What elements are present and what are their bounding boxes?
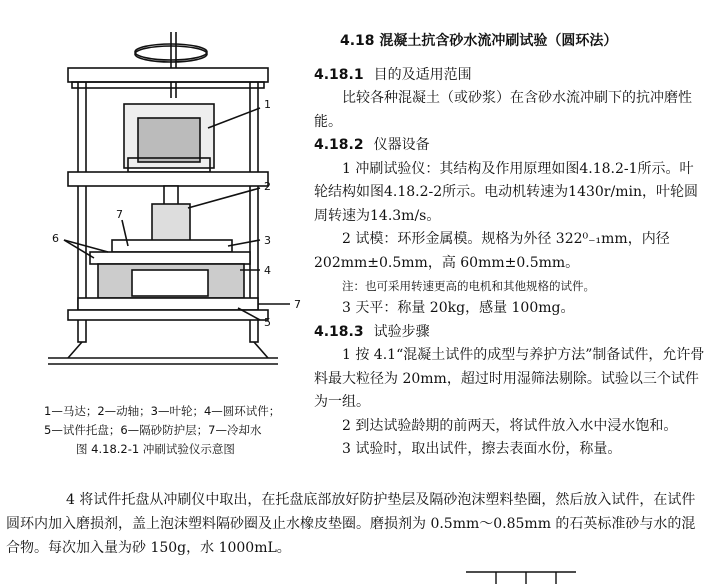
caption-legend-line-1: 1—马达；2—动轴；3—叶轮；4—圆环试件； xyxy=(44,404,281,418)
heading-text: 试验步骤 xyxy=(373,323,430,340)
label-1: 1 xyxy=(264,98,271,111)
next-figure-fragment xyxy=(456,566,656,584)
label-3: 3 xyxy=(264,234,271,247)
right-column xyxy=(314,30,706,462)
heading-number: 4.18.1 xyxy=(314,66,364,83)
heading-number: 4.18.3 xyxy=(314,323,364,340)
label-5: 5 xyxy=(264,316,271,329)
paragraph-step-2: 2 到达试验龄期的前两天，将试件放入水中浸水饱和。 xyxy=(342,417,678,434)
heading-text: 仪器设备 xyxy=(373,137,430,153)
apparatus-diagram xyxy=(28,8,318,388)
bottom-paragraph xyxy=(6,488,706,560)
caption-title: 图 4.18.2-1 冲刷试验仪示意图 xyxy=(76,442,235,456)
heading-number: 4.18.2 xyxy=(314,137,364,153)
paragraph-balance: 3 天平：称量 20kg，感量 100mg。 xyxy=(342,300,575,316)
label-6: 6 xyxy=(52,232,59,245)
figure-caption xyxy=(44,402,309,459)
paragraph-tester: 1 冲刷试验仪：其结构及作用原理如图4.18.2-1所示。叶轮结构如图4.18.2-2所示。电动机转速为1430r/min，叶轮圆周转速为14.3m/s。 xyxy=(314,160,698,224)
heading-4-18-1 xyxy=(314,64,706,88)
section-title: 4.18 混凝土抗含砂水流冲刷试验（圆环法） xyxy=(340,33,618,49)
paragraph-step-4: 4 将试件托盘从冲刷仪中取出，在托盘底部放好防护垫层及隔砂泡沫塑料垫圈，然后放入试件，在试件圆环内加入磨损剂，盖上泡沫塑料隔砂圈及止水橡皮垫圈。磨损剂为 0.5mm～0.85mm 的石英标准砂与水的混合物。每次加入量为砂 150g，水 1000mL。 xyxy=(6,492,696,556)
paragraph-purpose: 比较各种混凝土（或砂浆）在含砂水流冲刷下的抗冲磨性能。 xyxy=(314,90,692,130)
label-2: 2 xyxy=(264,180,271,193)
note: 注：也可采用转速更高的电机和其他规格的试件。 xyxy=(342,279,595,293)
label-7a: 7 xyxy=(116,208,123,221)
paragraph-mold: 2 试模：环形金属模。规格为外径 322⁰₋₁mm，内径 202mm±0.5mm，高 60mm±0.5mm。 xyxy=(314,231,670,271)
heading-text: 目的及适用范围 xyxy=(373,66,472,83)
heading-4-18-2 xyxy=(314,134,706,158)
paragraph-step-1: 1 按 4.1“混凝土试件的成型与养护方法”制备试件，允许骨料最大粒径为 20mm，超过时用湿筛法剔除。试验以三个试件为一组。 xyxy=(314,347,705,410)
label-4: 4 xyxy=(264,264,271,277)
label-7b: 7 xyxy=(294,298,301,311)
paragraph-step-3: 3 试验时，取出试件，擦去表面水份，称量。 xyxy=(342,441,622,457)
caption-legend-line-2: 5—试件托盘；6—隔砂防护层；7—冷却水 xyxy=(44,423,262,437)
heading-4-18-3 xyxy=(314,321,706,345)
